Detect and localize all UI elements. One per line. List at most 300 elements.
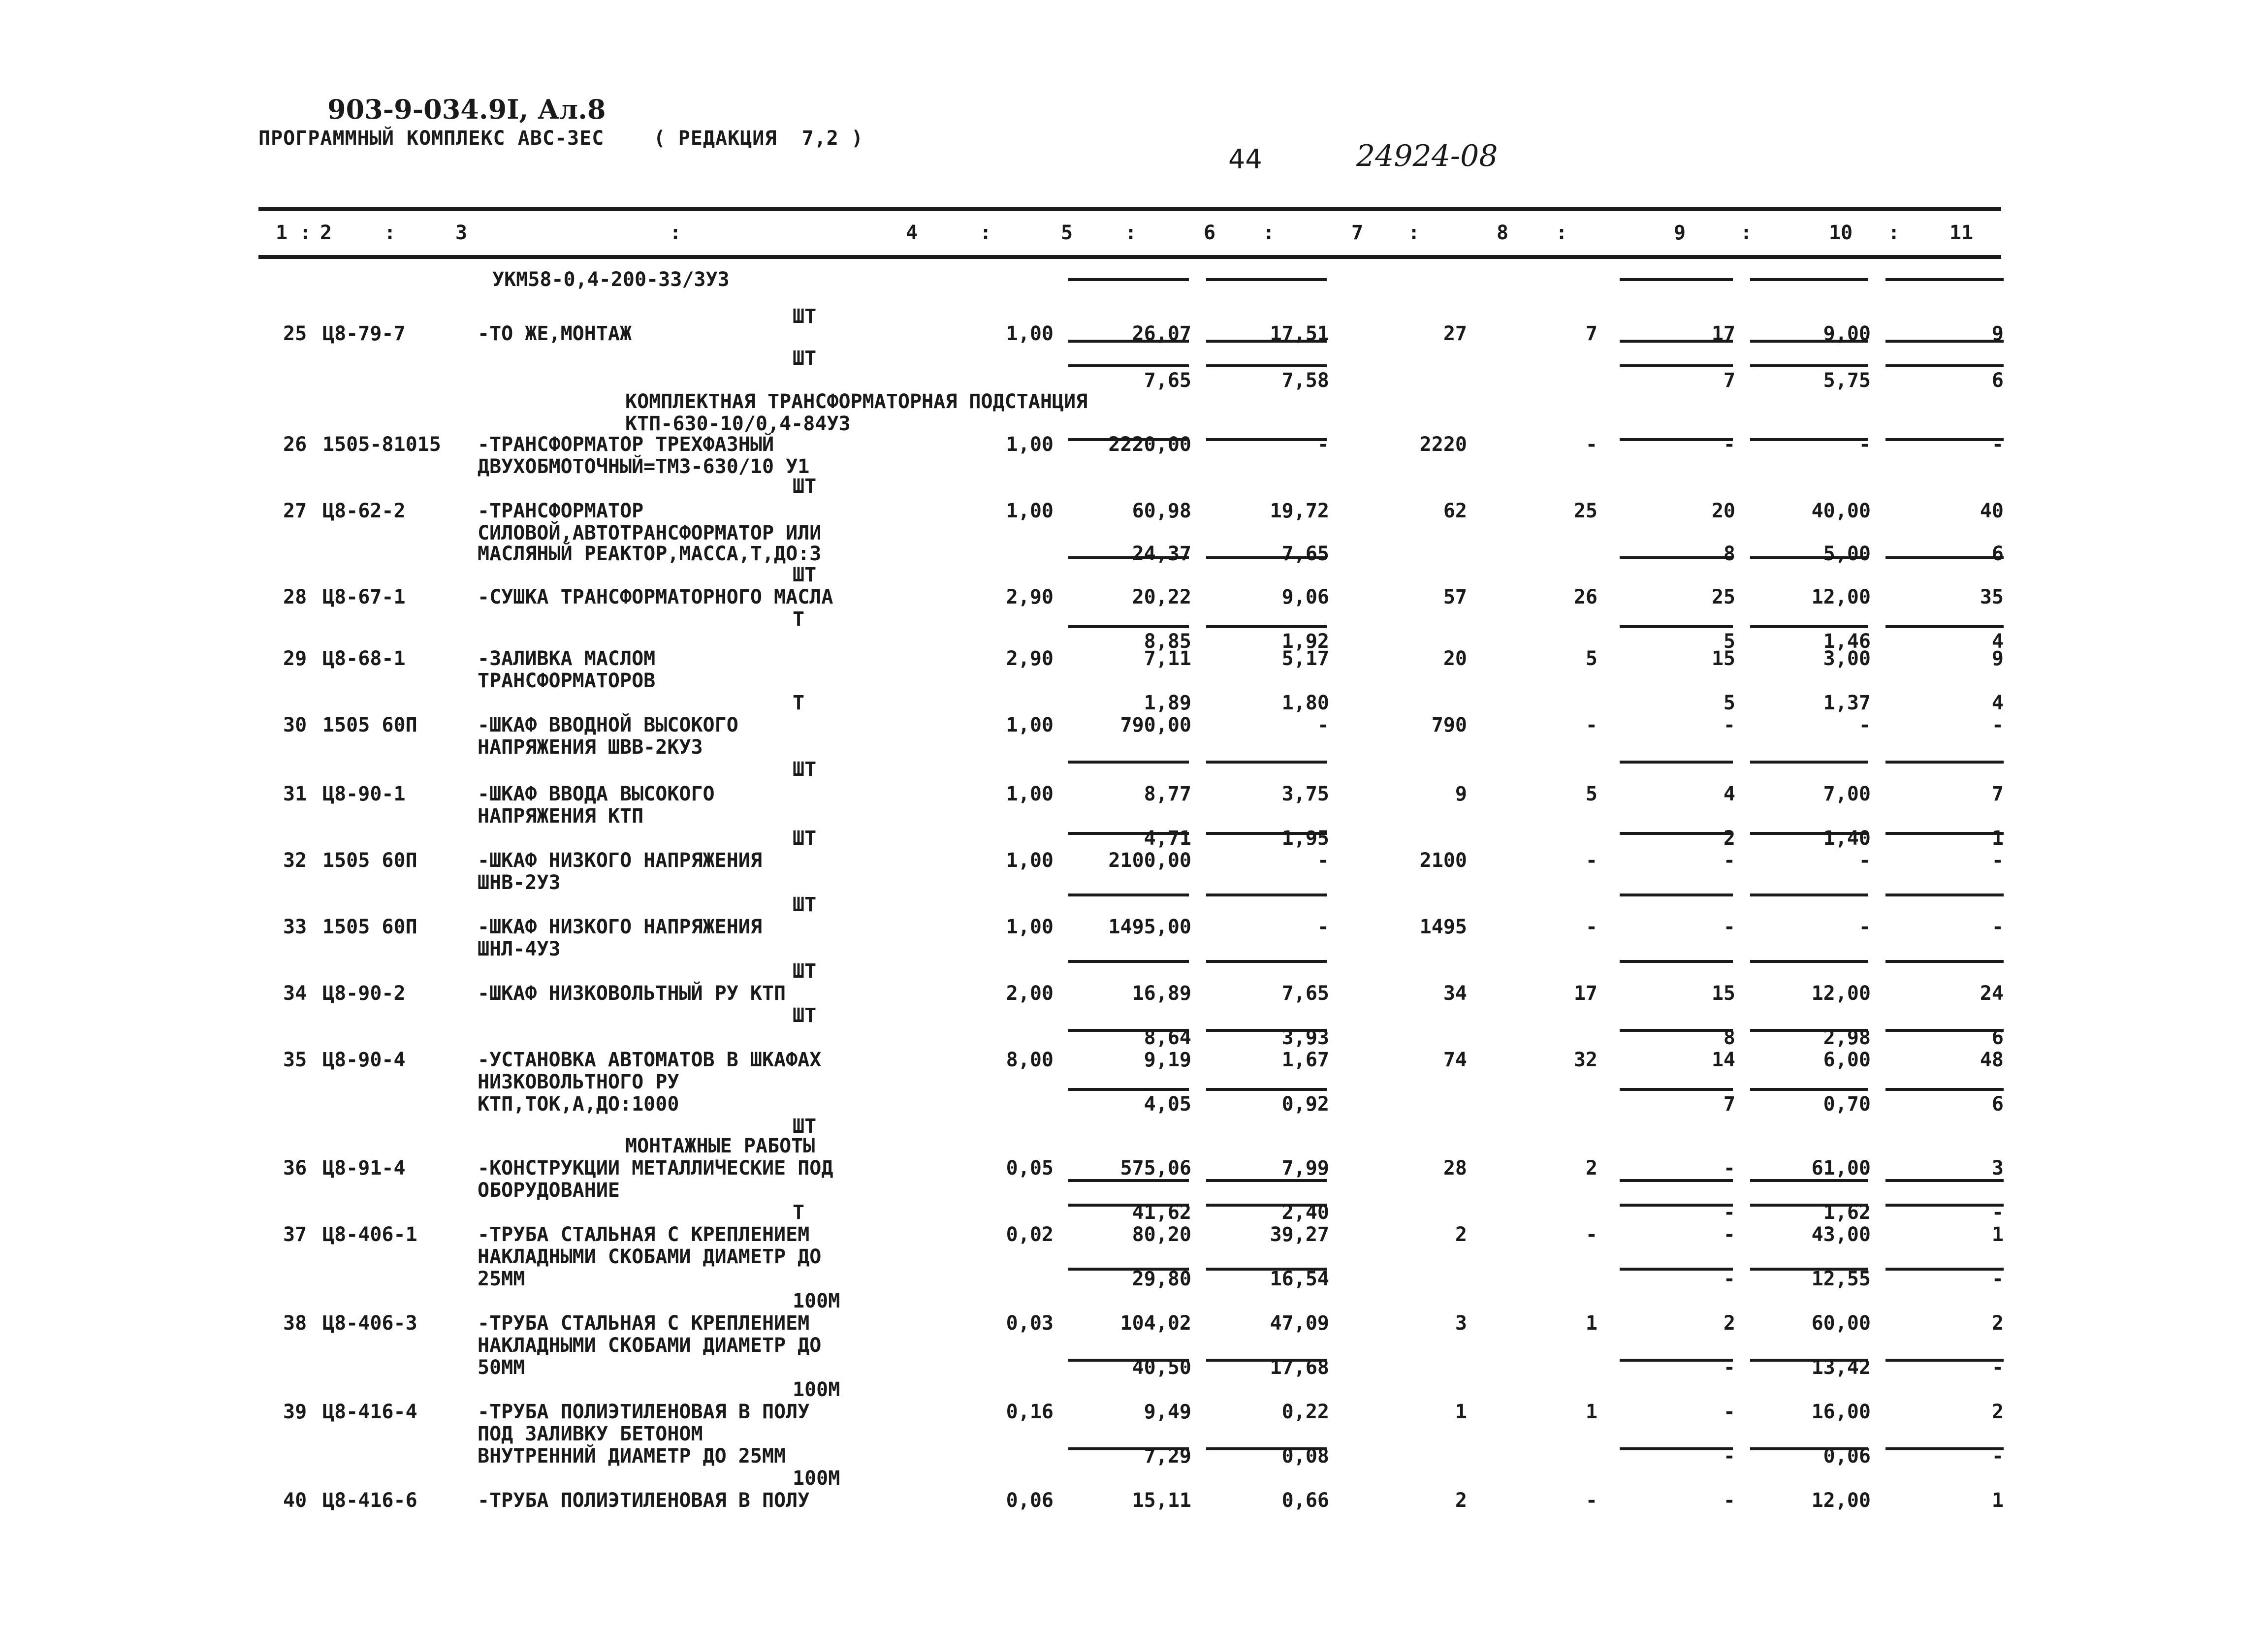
work-description: -ТО ЖЕ,МОНТАЖ [478, 322, 632, 345]
rate-code: Ц8-90-1 [322, 783, 406, 805]
value-c10: 40,00 [1811, 500, 1871, 522]
cell-underline [1068, 960, 1189, 963]
cell-underline [1206, 278, 1327, 281]
value-qty: 1,00 [1006, 714, 1054, 736]
cell-underline [1206, 894, 1327, 896]
value-c11: 4 [1991, 630, 2004, 653]
value-c6: 7,65 [1281, 982, 1329, 1005]
value-c10: 12,00 [1811, 1489, 1871, 1512]
cell-underline [1885, 832, 2004, 835]
row-number: 32 [283, 849, 307, 872]
work-description: ТРАНСФОРМАТОРОВ [478, 670, 656, 692]
value-c6: 0,22 [1281, 1401, 1329, 1423]
value-c7: 1 [1455, 1401, 1467, 1423]
cell-underline [1620, 832, 1733, 835]
value-qty: 0,02 [1006, 1223, 1054, 1246]
cell-underline [1885, 1268, 2004, 1271]
value-c8: - [1585, 714, 1597, 736]
cell-underline [1068, 625, 1189, 628]
rate-code: Ц8-91-4 [322, 1157, 406, 1180]
column-header: 11 [1949, 222, 1974, 244]
value-c11: - [1991, 1356, 2004, 1379]
value-c6: 19,72 [1270, 500, 1329, 522]
work-description: -УСТАНОВКА АВТОМАТОВ В ШКАФАХ [478, 1049, 822, 1071]
value-c11: 6 [1991, 1093, 2004, 1116]
work-description: НАКЛАДНЫМИ СКОБАМИ ДИАМЕТР ДО [478, 1245, 822, 1268]
value-c5: 8,85 [1144, 630, 1191, 653]
section-heading: МОНТАЖНЫЕ РАБОТЫ [625, 1135, 815, 1157]
value-c11: 9 [1991, 647, 2004, 670]
cell-underline [1068, 1179, 1189, 1182]
value-c5: 7,29 [1144, 1445, 1191, 1468]
section-heading: УКМ58-0,4-200-33/3У3 [492, 268, 730, 291]
row-number: 31 [283, 783, 307, 805]
value-c5: 575,06 [1120, 1157, 1191, 1180]
value-c10: 13,42 [1811, 1356, 1871, 1379]
rate-code: Ц8-68-1 [322, 647, 406, 670]
value-c9: - [1723, 433, 1735, 456]
column-header: 10 [1829, 222, 1853, 244]
value-c5: 4,71 [1144, 827, 1191, 850]
work-description: -ШКАФ НИЗКОГО НАПРЯЖЕНИЯ [478, 849, 762, 872]
cell-underline [1885, 1179, 2004, 1182]
value-c8: 2 [1585, 1157, 1597, 1180]
work-description: -КОНСТРУКЦИИ МЕТАЛЛИЧЕСКИЕ ПОД [478, 1157, 833, 1180]
column-header: 9 [1674, 222, 1686, 244]
value-c9: - [1723, 1201, 1735, 1224]
value-c10: 6,00 [1823, 1049, 1871, 1071]
value-c10: 16,00 [1811, 1401, 1871, 1423]
value-c7: 20 [1443, 647, 1467, 670]
value-c10: 60,00 [1811, 1312, 1871, 1335]
work-description: ОБОРУДОВАНИЕ [478, 1179, 620, 1202]
document-code: 903-9-034.9I, Ал.8 [327, 94, 606, 125]
work-description: -ТРАНСФОРМАТОР ТРЕХФАЗНЫЙ [478, 433, 774, 456]
value-c5: 16,89 [1132, 982, 1191, 1005]
value-c9: 15 [1711, 982, 1735, 1005]
work-description: ШНЛ-4У3 [478, 938, 561, 960]
value-c10: 5,00 [1823, 543, 1871, 565]
column-header: 1 : [276, 222, 312, 244]
value-qty: 1,00 [1006, 783, 1054, 805]
unit-label: ШТ [793, 827, 817, 850]
program-title: ПРОГРАММНЫЙ КОМПЛЕКС АВС-ЗЕС ( РЕДАКЦИЯ 7,2 ) [258, 127, 864, 150]
rate-code: Ц8-90-4 [322, 1049, 406, 1071]
value-c11: 2 [1991, 1401, 2004, 1423]
work-description: -ЗАЛИВКА МАСЛОМ [478, 647, 656, 670]
cell-underline [1620, 556, 1733, 559]
work-description: СИЛОВОЙ,АВТОТРАНСФОРМАТОР ИЛИ [478, 522, 822, 544]
cell-underline [1885, 625, 2004, 628]
value-c6: 7,65 [1281, 543, 1329, 565]
rate-code: Ц8-79-7 [322, 322, 406, 345]
unit-label: Т [793, 1201, 805, 1224]
value-c11: - [1991, 1445, 2004, 1468]
cell-underline [1750, 278, 1868, 281]
value-c10: 1,40 [1823, 827, 1871, 850]
value-c5: 40,50 [1132, 1356, 1191, 1379]
value-c7: 2100 [1419, 849, 1467, 872]
work-description: -ТРУБА ПОЛИЭТИЛЕНОВАЯ В ПОЛУ [478, 1401, 810, 1423]
work-description: НАПРЯЖЕНИЯ КТП [478, 805, 644, 828]
column-header: 3 [455, 222, 468, 244]
value-qty: 2,00 [1006, 982, 1054, 1005]
value-c5: 4,05 [1144, 1093, 1191, 1116]
column-header: : [670, 222, 682, 244]
work-description: -ТРУБА СТАЛЬНАЯ С КРЕПЛЕНИЕМ [478, 1312, 810, 1335]
cell-underline [1750, 1029, 1868, 1032]
value-c5: 29,80 [1132, 1268, 1191, 1290]
row-number: 35 [283, 1049, 307, 1071]
value-c10: 43,00 [1811, 1223, 1871, 1246]
value-c5: 60,98 [1132, 500, 1191, 522]
rate-code: 1505 60П [322, 714, 417, 736]
value-c11: - [1991, 714, 2004, 736]
value-c5: 80,20 [1132, 1223, 1191, 1246]
cell-underline [1620, 364, 1733, 367]
value-qty: 1,00 [1006, 849, 1054, 872]
value-c8: - [1585, 1223, 1597, 1246]
value-c9: 4 [1723, 783, 1735, 805]
value-c6: 7,58 [1281, 369, 1329, 392]
value-c6: 1,92 [1281, 630, 1329, 653]
cell-underline [1620, 1179, 1733, 1182]
value-c9: 2 [1723, 827, 1735, 850]
value-c6: 3,75 [1281, 783, 1329, 805]
value-c9: - [1723, 1445, 1735, 1468]
value-c5: 8,64 [1144, 1026, 1191, 1049]
cell-underline [1885, 438, 2004, 441]
value-c6: 17,51 [1270, 322, 1329, 345]
value-c8: - [1585, 849, 1597, 872]
value-c9: 25 [1711, 586, 1735, 608]
value-c7: 28 [1443, 1157, 1467, 1180]
value-c7: 2220 [1419, 433, 1467, 456]
work-description: НАКЛАДНЫМИ СКОБАМИ ДИАМЕТР ДО [478, 1334, 822, 1357]
cell-underline [1068, 1359, 1189, 1362]
cell-underline [1620, 1447, 1733, 1450]
value-c10: 12,00 [1811, 586, 1871, 608]
value-c5: 26,07 [1132, 322, 1191, 345]
work-description: -СУШКА ТРАНСФОРМАТОРНОГО МАСЛА [478, 586, 833, 608]
cell-underline [1068, 1268, 1189, 1271]
work-description: 25ММ [478, 1268, 525, 1290]
cell-underline [1750, 761, 1868, 764]
value-c11: 6 [1991, 369, 2004, 392]
value-c11: 1 [1991, 1489, 2004, 1512]
value-c8: 5 [1585, 783, 1597, 805]
value-c9: 17 [1711, 322, 1735, 345]
cell-underline [1620, 278, 1733, 281]
column-header: : [384, 222, 396, 244]
value-c10: - [1858, 916, 1871, 938]
value-c9: 14 [1711, 1049, 1735, 1071]
value-c11: 9 [1991, 322, 2004, 345]
value-c7: 790 [1431, 714, 1467, 736]
value-c7: 34 [1443, 982, 1467, 1005]
row-number: 34 [283, 982, 307, 1005]
value-c10: 9,00 [1823, 322, 1871, 345]
value-c7: 74 [1443, 1049, 1467, 1071]
value-c9: - [1723, 1401, 1735, 1423]
value-c6: - [1317, 849, 1329, 872]
cell-underline [1620, 761, 1733, 764]
work-description: -ШКАФ НИЗКОВОЛЬТНЫЙ РУ КТП [478, 982, 786, 1005]
cell-underline [1206, 960, 1327, 963]
value-c9: 15 [1711, 647, 1735, 670]
row-number: 40 [283, 1489, 307, 1512]
work-description: ВНУТРЕННИЙ ДИАМЕТР ДО 25ММ [478, 1445, 786, 1468]
rate-code: 1505-81015 [322, 433, 441, 456]
column-header: 4 [906, 222, 918, 244]
cell-underline [1206, 1447, 1327, 1450]
cell-underline [1750, 1179, 1868, 1182]
value-c5: 24,37 [1132, 543, 1191, 565]
value-c11: 24 [1980, 982, 2004, 1005]
value-c5: 20,22 [1132, 586, 1191, 608]
rate-code: Ц8-406-3 [322, 1312, 417, 1335]
value-c7: 62 [1443, 500, 1467, 522]
value-c10: 7,00 [1823, 783, 1871, 805]
cell-underline [1620, 438, 1733, 441]
column-header: 5 [1061, 222, 1073, 244]
value-c6: - [1317, 433, 1329, 456]
value-c5: 9,49 [1144, 1401, 1191, 1423]
value-c9: - [1723, 849, 1735, 872]
rate-code: 1505 60П [322, 916, 417, 938]
column-header: 8 [1497, 222, 1509, 244]
rate-code: Ц8-416-4 [322, 1401, 417, 1423]
cell-underline [1620, 960, 1733, 963]
cell-underline [1620, 894, 1733, 896]
row-number: 28 [283, 586, 307, 608]
cell-underline [1885, 556, 2004, 559]
value-c6: 5,17 [1281, 647, 1329, 670]
row-number: 25 [283, 322, 307, 345]
value-c6: 0,08 [1281, 1445, 1329, 1468]
value-c9: 7 [1723, 369, 1735, 392]
value-qty: 1,00 [1006, 322, 1054, 345]
row-number: 36 [283, 1157, 307, 1180]
cell-underline [1750, 1204, 1868, 1207]
column-header: : [1408, 222, 1420, 244]
cell-underline [1620, 1088, 1733, 1091]
cell-underline [1068, 340, 1189, 343]
value-c11: - [1991, 1268, 2004, 1290]
value-qty: 1,00 [1006, 433, 1054, 456]
value-c11: 7 [1991, 783, 2004, 805]
work-description: -ШКАФ ВВОДА ВЫСОКОГО [478, 783, 715, 805]
value-c5: 8,77 [1144, 783, 1191, 805]
value-c5: 7,65 [1144, 369, 1191, 392]
column-header: : [980, 222, 992, 244]
cell-underline [1068, 438, 1189, 441]
work-description: НАПРЯЖЕНИЯ ШВВ-2КУ3 [478, 736, 703, 759]
value-c8: 1 [1585, 1312, 1597, 1335]
value-c11: - [1991, 1201, 2004, 1224]
value-c6: 1,80 [1281, 692, 1329, 714]
value-c7: 27 [1443, 322, 1467, 345]
cell-underline [1206, 1268, 1327, 1271]
value-c11: - [1991, 433, 2004, 456]
cell-underline [1885, 894, 2004, 896]
value-c11: 35 [1980, 586, 2004, 608]
value-c6: 9,06 [1281, 586, 1329, 608]
cell-underline [1068, 894, 1189, 896]
cell-underline [1068, 1447, 1189, 1450]
value-c7: 3 [1455, 1312, 1467, 1335]
unit-label: ШТ [793, 1004, 817, 1027]
work-description: МАСЛЯНЫЙ РЕАКТОР,МАССА,Т,ДО:3 [478, 543, 822, 565]
value-c9: 5 [1723, 692, 1735, 714]
value-c6: 0,66 [1281, 1489, 1329, 1512]
unit-label: ШТ [793, 475, 817, 498]
value-c10: 1,62 [1823, 1201, 1871, 1224]
value-c10: 12,55 [1811, 1268, 1871, 1290]
value-c7: 1495 [1419, 916, 1467, 938]
value-c7: 2 [1455, 1223, 1467, 1246]
work-description: ПОД ЗАЛИВКУ БЕТОНОМ [478, 1423, 703, 1445]
cell-underline [1885, 278, 2004, 281]
row-number: 39 [283, 1401, 307, 1423]
page-number: 44 [1228, 144, 1262, 175]
value-qty: 2,90 [1006, 647, 1054, 670]
value-c9: - [1723, 916, 1735, 938]
value-c7: 57 [1443, 586, 1467, 608]
value-c6: 17,68 [1270, 1356, 1329, 1379]
top-double-rule [258, 207, 2001, 211]
value-c10: 1,46 [1823, 630, 1871, 653]
value-c6: 47,09 [1270, 1312, 1329, 1335]
unit-label: ШТ [793, 1115, 817, 1138]
value-c9: - [1723, 1223, 1735, 1246]
cell-underline [1206, 1179, 1327, 1182]
value-c8: 1 [1585, 1401, 1597, 1423]
value-c11: 2 [1991, 1312, 2004, 1335]
value-c5: 2220,00 [1108, 433, 1191, 456]
column-header: 7 [1351, 222, 1364, 244]
value-c5: 9,19 [1144, 1049, 1191, 1071]
value-qty: 0,16 [1006, 1401, 1054, 1423]
column-header: : [1263, 222, 1275, 244]
cell-underline [1885, 960, 2004, 963]
rate-code: Ц8-90-2 [322, 982, 406, 1005]
value-c6: 1,67 [1281, 1049, 1329, 1071]
cell-underline [1750, 960, 1868, 963]
value-c5: 2100,00 [1108, 849, 1191, 872]
value-c5: 15,11 [1132, 1489, 1191, 1512]
work-description: ШНВ-2У3 [478, 871, 561, 894]
rate-code: Ц8-406-1 [322, 1223, 417, 1246]
unit-label: ШТ [793, 347, 817, 370]
rate-code: Ц8-67-1 [322, 586, 406, 608]
row-number: 37 [283, 1223, 307, 1246]
value-qty: 0,05 [1006, 1157, 1054, 1180]
cell-underline [1620, 1204, 1733, 1207]
work-description: -ТРАНСФОРМАТОР [478, 500, 644, 522]
value-c5: 104,02 [1120, 1312, 1191, 1335]
row-number: 38 [283, 1312, 307, 1335]
value-c10: 12,00 [1811, 982, 1871, 1005]
value-c10: 1,37 [1823, 692, 1871, 714]
value-c10: 61,00 [1811, 1157, 1871, 1180]
value-c6: 39,27 [1270, 1223, 1329, 1246]
work-description: -ШКАФ НИЗКОГО НАПРЯЖЕНИЯ [478, 916, 762, 938]
cell-underline [1206, 364, 1327, 367]
value-c6: 0,92 [1281, 1093, 1329, 1116]
cell-underline [1620, 1268, 1733, 1271]
cell-underline [1068, 1088, 1189, 1091]
value-c8: - [1585, 1489, 1597, 1512]
value-c10: 2,98 [1823, 1026, 1871, 1049]
value-c6: 16,54 [1270, 1268, 1329, 1290]
cell-underline [1068, 278, 1189, 281]
work-description: -ШКАФ ВВОДНОЙ ВЫСОКОГО [478, 714, 738, 736]
value-c5: 1495,00 [1108, 916, 1191, 938]
cell-underline [1750, 1088, 1868, 1091]
value-c11: 1 [1991, 827, 2004, 850]
value-c10: - [1858, 433, 1871, 456]
unit-label: 100М [793, 1467, 840, 1490]
value-c5: 790,00 [1120, 714, 1191, 736]
value-c8: - [1585, 916, 1597, 938]
rate-code: Ц8-416-6 [322, 1489, 417, 1512]
row-number: 29 [283, 647, 307, 670]
cell-underline [1206, 556, 1327, 559]
value-qty: 8,00 [1006, 1049, 1054, 1071]
cell-underline [1750, 894, 1868, 896]
value-qty: 1,00 [1006, 916, 1054, 938]
value-c11: 3 [1991, 1157, 2004, 1180]
cell-underline [1620, 340, 1733, 343]
cell-underline [1885, 1029, 2004, 1032]
work-description: КТП,ТОК,А,ДО:1000 [478, 1093, 679, 1116]
cell-underline [1750, 1359, 1868, 1362]
value-c9: - [1723, 1268, 1735, 1290]
value-c10: 0,70 [1823, 1093, 1871, 1116]
value-c10: - [1858, 849, 1871, 872]
cell-underline [1620, 625, 1733, 628]
value-c9: 20 [1711, 500, 1735, 522]
row-number: 30 [283, 714, 307, 736]
column-header: 2 [320, 222, 332, 244]
value-c10: 5,75 [1823, 369, 1871, 392]
rate-code: 1505 60П [322, 849, 417, 872]
cell-underline [1885, 364, 2004, 367]
value-c5: 7,11 [1144, 647, 1191, 670]
column-header: : [1556, 222, 1568, 244]
unit-label: ШТ [793, 894, 817, 916]
row-number: 33 [283, 916, 307, 938]
cell-underline [1206, 625, 1327, 628]
value-c9: 8 [1723, 1026, 1735, 1049]
cell-underline [1885, 761, 2004, 764]
value-c9: - [1723, 1489, 1735, 1512]
column-header: : [1125, 222, 1137, 244]
row-number: 26 [283, 433, 307, 456]
cell-underline [1068, 1204, 1189, 1207]
value-c9: 7 [1723, 1093, 1735, 1116]
row-number: 27 [283, 500, 307, 522]
work-description: НИЗКОВОЛЬТНОГО РУ [478, 1071, 679, 1093]
work-description: 50ММ [478, 1356, 525, 1379]
value-qty: 0,06 [1006, 1489, 1054, 1512]
value-c8: 32 [1573, 1049, 1597, 1071]
cell-underline [1206, 1204, 1327, 1207]
value-c9: 8 [1723, 543, 1735, 565]
cell-underline [1750, 625, 1868, 628]
section-heading: КТП-630-10/0,4-84У3 [625, 413, 851, 435]
